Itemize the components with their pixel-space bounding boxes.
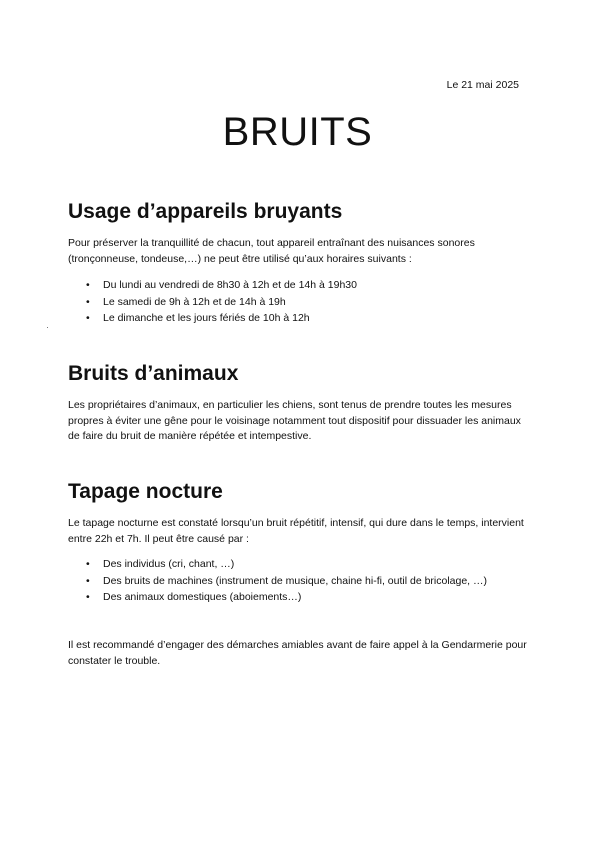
closing-paragraph: Il est recommandé d’engager des démarches amiables avant de faire appel à la Gendarmerie pour constater le trouble. — [68, 639, 527, 667]
scan-speck — [47, 327, 48, 328]
section-paragraph-animaux: Les propriétaires d’animaux, en particulier les chiens, sont tenus de prendre toutes les mesures propres à éviter une gêne pour le voisinage notamment tout dispositif pour dissuader les animaux de faire du bruit de manière répétée et intempestive. — [68, 399, 521, 442]
page-title: BRUITS — [222, 110, 373, 154]
document-date: Le 21 mai 2025 — [446, 79, 519, 91]
section-paragraph-tapage: Le tapage nocturne est constaté lorsqu’un bruit répétitif, intensif, qui dure dans le temps, intervient entre 22h et 7h. Il peut être causé par : — [68, 517, 524, 545]
list-item: • Des animaux domestiques (aboiements…) — [86, 589, 487, 606]
section-heading-animaux: Bruits d’animaux — [68, 362, 239, 385]
list-item: • Des individus (cri, chant, …) — [86, 556, 487, 573]
list-item: • Des bruits de machines (instrument de musique, chaine hi-fi, outil de bricolage, …) — [86, 573, 487, 590]
section-paragraph-appareils: Pour préserver la tranquillité de chacun, tout appareil entraînant des nuisances sonores (tronçonneuse, tondeuse,…) ne peut être utilisé qu’aux horaires suivants : — [68, 237, 475, 265]
schedule-list — [86, 277, 357, 327]
list-item: • Le dimanche et les jours fériés de 10h à 12h — [86, 310, 357, 327]
section-heading-appareils: Usage d’appareils bruyants — [68, 200, 343, 223]
causes-list — [86, 556, 487, 606]
list-item: • Le samedi de 9h à 12h et de 14h à 19h — [86, 294, 357, 311]
list-item: • Du lundi au vendredi de 8h30 à 12h et de 14h à 19h30 — [86, 277, 357, 294]
section-heading-tapage: Tapage nocture — [68, 480, 223, 503]
